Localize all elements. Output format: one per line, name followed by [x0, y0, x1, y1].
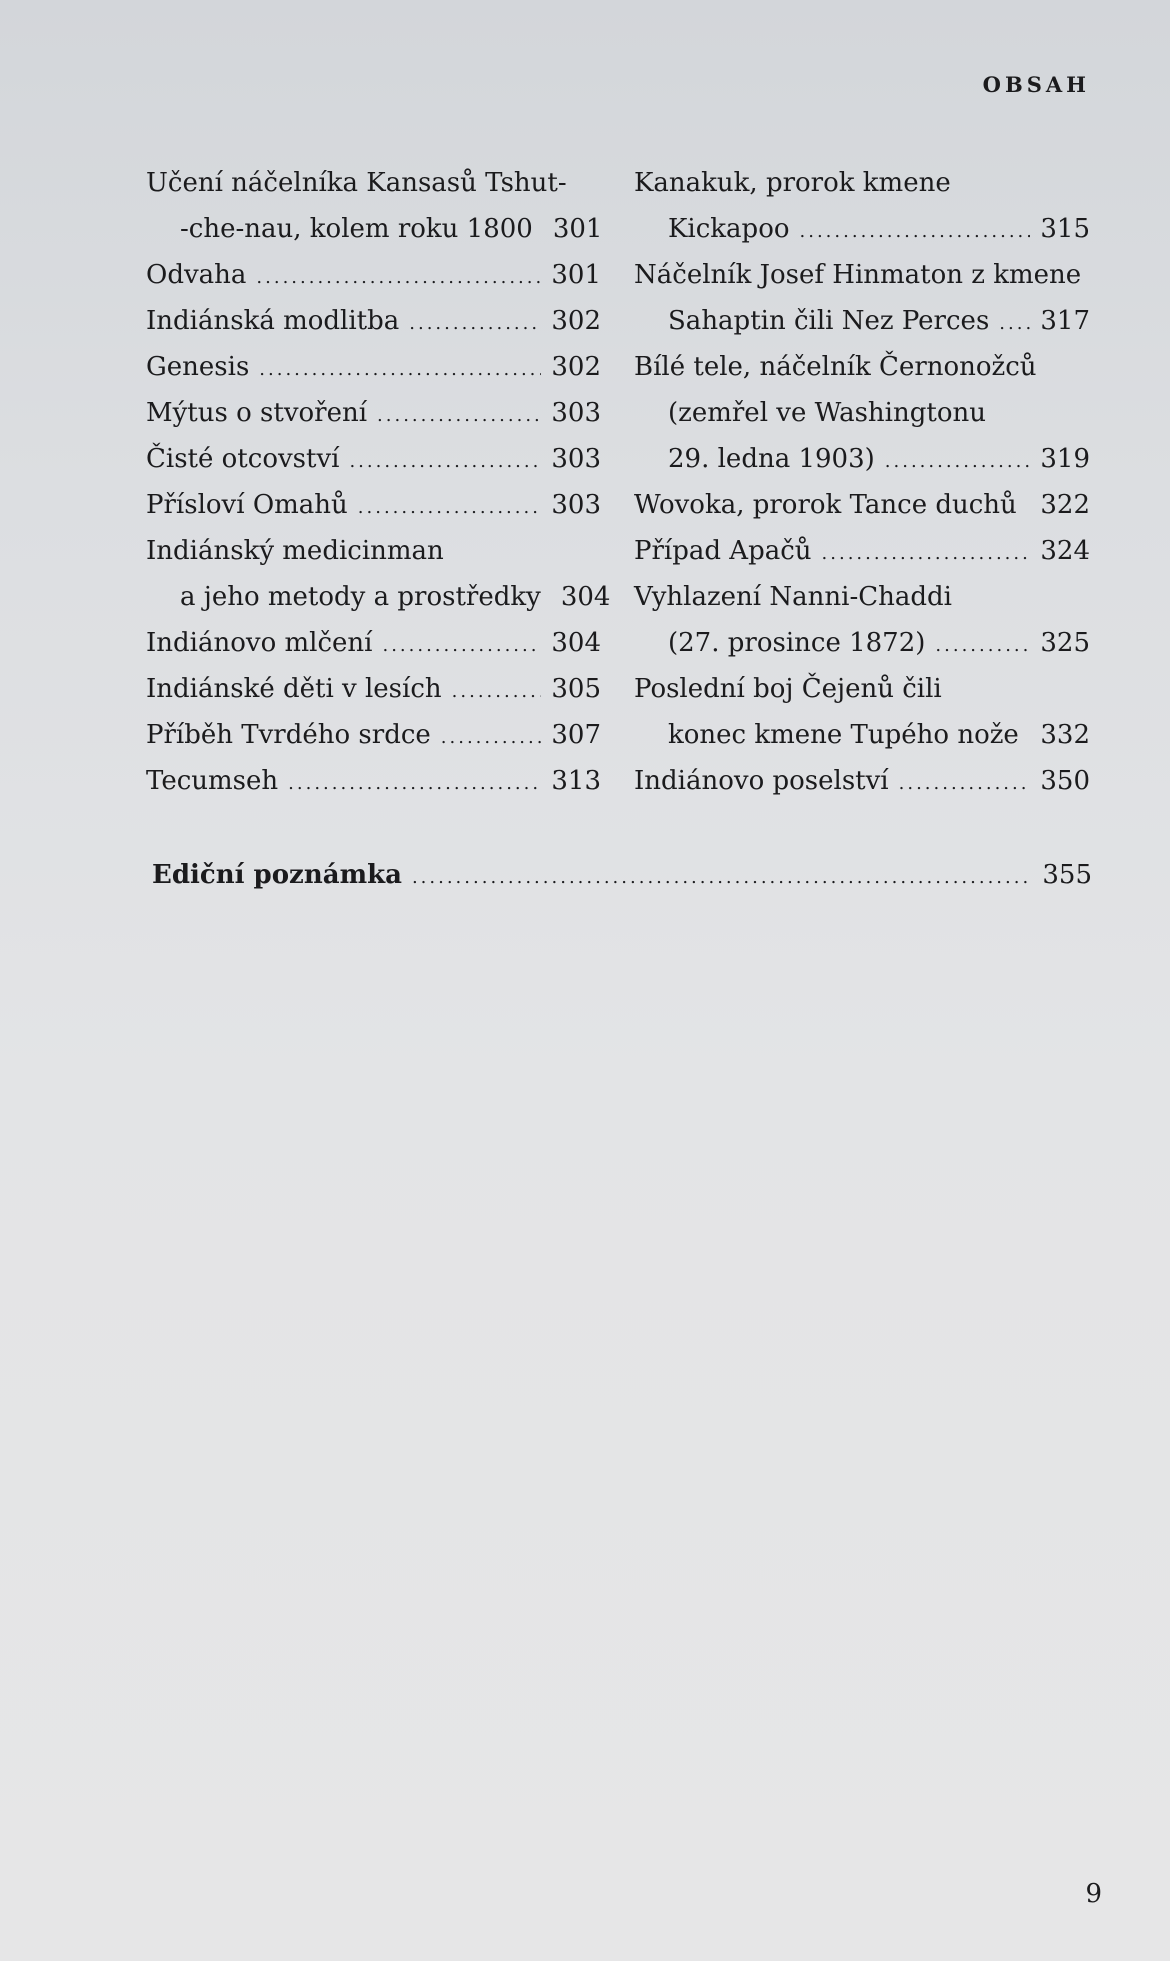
toc-entry-title: Případ Apačů: [634, 536, 812, 566]
editorial-note-entry: [152, 852, 1092, 898]
toc-entry-title: Kanakuk, prorok kmene: [634, 168, 951, 198]
toc-entry: [634, 574, 1090, 666]
toc-entry-page: 319: [1040, 444, 1090, 474]
toc-entry: [146, 436, 601, 482]
toc-entry-title: Tecumseh: [146, 766, 279, 796]
toc-entry-page: 332: [1040, 720, 1090, 750]
toc-entry: [146, 758, 601, 804]
toc-entry-page: 304: [560, 582, 611, 612]
leader-dots: [259, 347, 541, 393]
toc-entry: [634, 160, 1090, 252]
toc-entry-title: Bílé tele, náčelník Černonožců: [634, 352, 1037, 382]
toc-entry-page: 303: [551, 398, 601, 428]
toc-entry: [634, 528, 1090, 574]
toc-entry-title: Sahaptin čili Nez Perces: [668, 306, 990, 336]
toc-entry: [146, 482, 601, 528]
toc-entry-page: 301: [551, 260, 601, 290]
toc-entry-title: Indiánovo mlčení: [146, 628, 373, 658]
leader-dots: [382, 623, 541, 669]
toc-entry-title: Indiánská modlitba: [146, 306, 400, 336]
running-header: OBSAH: [982, 72, 1090, 97]
toc-entry-page: 350: [1040, 766, 1090, 796]
toc-entry-title: -che-nau, kolem roku 1800: [180, 214, 533, 244]
toc-entry-title: Učení náčelníka Kansasů Tshut-: [146, 168, 567, 198]
toc-entry: [634, 482, 1090, 528]
leader-dots: [935, 623, 1030, 669]
toc-entry-title: Odvaha: [146, 260, 247, 290]
toc-entry: [146, 620, 601, 666]
leader-dots: [999, 301, 1030, 347]
toc-entry-title: Wovoka, prorok Tance duchů: [634, 490, 1017, 520]
leader-dots: [288, 761, 541, 807]
toc-entry-title: Indiánský medicinman: [146, 536, 444, 566]
toc-entry-page: 325: [1040, 628, 1090, 658]
toc-entry: [146, 666, 601, 712]
toc-entry-title: (27. prosince 1872): [668, 628, 926, 658]
toc-right-column: [634, 160, 1090, 804]
toc-entry-page: 302: [551, 352, 601, 382]
toc-entry-page: 303: [551, 490, 601, 520]
toc-entry-page: 324: [1040, 536, 1090, 566]
toc-entry-title: Přísloví Omahů: [146, 490, 348, 520]
toc-entry: [146, 528, 611, 620]
toc-entry-page: 305: [551, 674, 601, 704]
leader-dots: [377, 393, 541, 439]
toc-entry: [634, 758, 1090, 804]
leader-dots: [885, 439, 1031, 485]
toc-entry: [634, 252, 1090, 344]
toc-entry-title: Genesis: [146, 352, 250, 382]
toc-entry-title: Poslední boj Čejenů čili: [634, 674, 942, 704]
leader-dots: [409, 301, 541, 347]
leader-dots: [441, 715, 542, 761]
toc-entry-title: Vyhlazení Nanni-Chaddi: [634, 582, 952, 612]
leader-dots: [349, 439, 541, 485]
toc-entry-title: Příběh Tvrdého srdce: [146, 720, 431, 750]
toc-entry: [634, 344, 1090, 482]
leader-dots: [822, 531, 1031, 577]
toc-entry-page: 303: [551, 444, 601, 474]
toc-entry: [146, 344, 601, 390]
toc-entry-title: Indiánské děti v lesích: [146, 674, 442, 704]
toc-entry-page: 304: [551, 628, 601, 658]
leader-dots: [412, 855, 1032, 901]
toc-entry-page: 302: [551, 306, 601, 336]
toc-entry-page: 301: [552, 214, 603, 244]
page-number: 9: [1085, 1879, 1102, 1909]
leader-dots: [358, 485, 542, 531]
toc-entry-page: 313: [551, 766, 601, 796]
toc-entry-title: (zemřel ve Washingtonu: [668, 398, 986, 428]
toc-entry-title: Čisté otcovství: [146, 444, 340, 474]
toc-entry: [146, 298, 601, 344]
toc-entry: [146, 712, 601, 758]
toc-entry-title: Indiánovo poselství: [634, 766, 889, 796]
toc-entry: [634, 666, 1090, 758]
toc-entry-title: Mýtus o stvoření: [146, 398, 368, 428]
toc-entry: [146, 390, 601, 436]
toc-entry-page: 315: [1040, 214, 1090, 244]
toc-entry: [146, 160, 601, 252]
toc-entry-title: Kickapoo: [668, 214, 790, 244]
leader-dots: [800, 209, 1031, 255]
editorial-note-title: Ediční poznámka: [152, 860, 402, 890]
toc-left-column: [146, 160, 611, 804]
toc-entry-title: konec kmene Tupého nože: [668, 720, 1019, 750]
toc-entry-title: 29. ledna 1903): [668, 444, 875, 474]
leader-dots: [899, 761, 1031, 807]
toc-entry-page: 317: [1040, 306, 1090, 336]
toc-entry: [146, 252, 601, 298]
toc-entry-page: 307: [551, 720, 601, 750]
toc-entry-title: Náčelník Josef Hinmaton z kmene: [634, 260, 1082, 290]
leader-dots: [452, 669, 542, 715]
leader-dots: [256, 255, 541, 301]
toc-entry-page: 322: [1040, 490, 1090, 520]
toc-entry-title: a jeho metody a prostředky: [180, 582, 541, 612]
editorial-note-page: 355: [1042, 860, 1092, 890]
